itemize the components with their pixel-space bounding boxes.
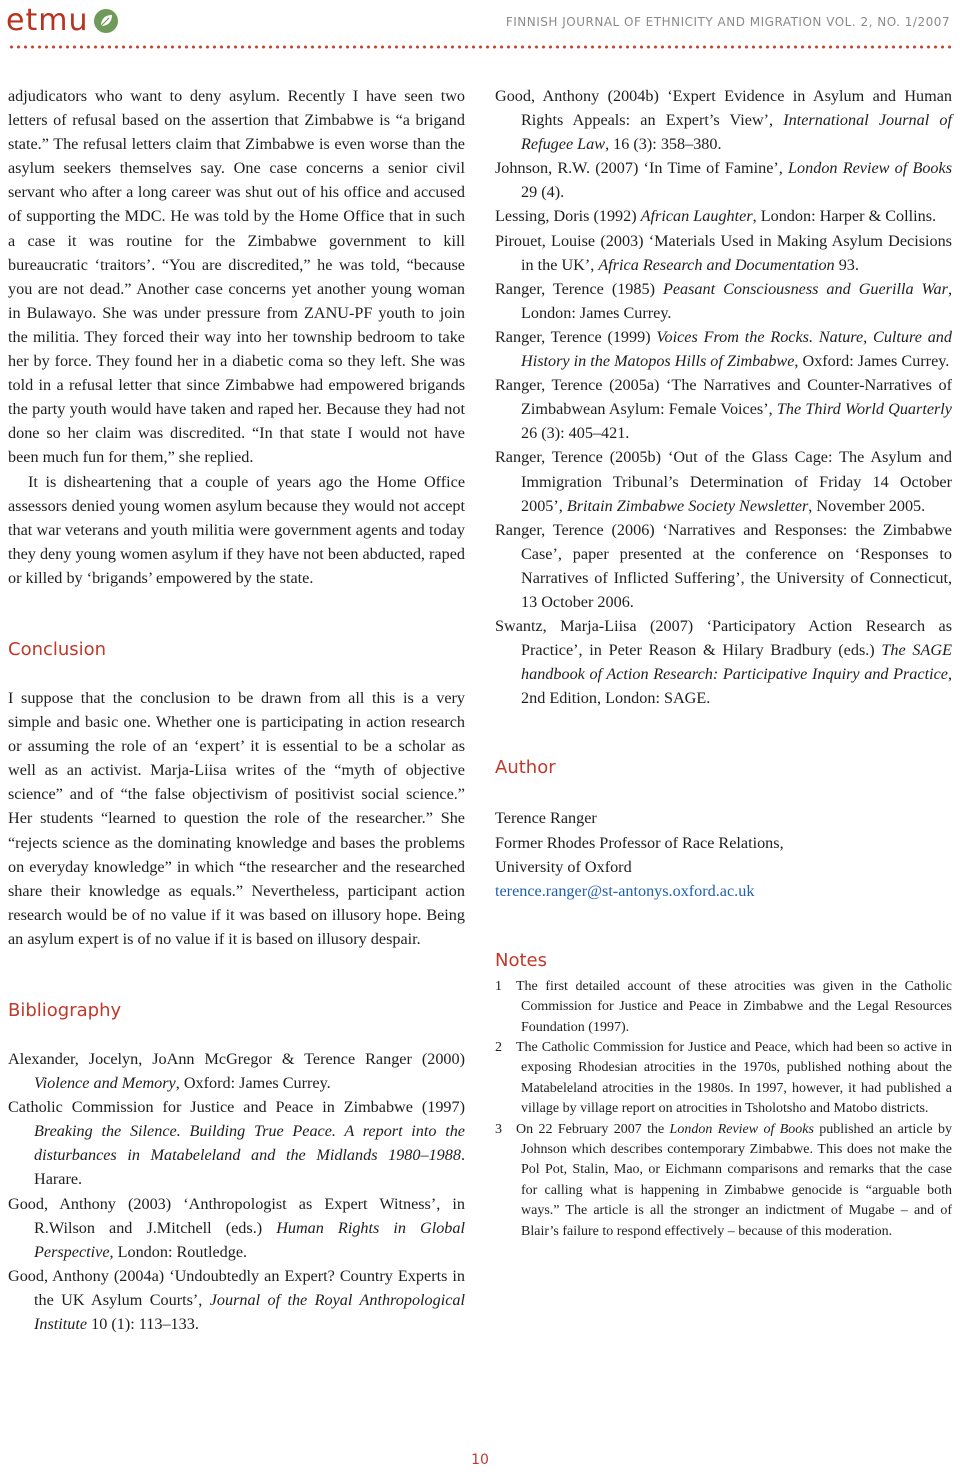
author-title: Former Rhodes Professor of Race Relations,	[495, 833, 784, 852]
bib-entry: Alexander, Jocelyn, JoAnn McGregor & Terence Ranger (2000) Violence and Memory, Oxford: James Currey.	[8, 1050, 465, 1093]
notes-list	[495, 977, 952, 1242]
bib-entry: Ranger, Terence (1999) Voices From the Rocks. Nature, Culture and History in the Matopos Hills of Zimbabwe, Oxford: James Currey.	[495, 327, 952, 371]
conclusion-paragraph: I suppose that the conclusion to be drawn from all this is a very simple and basic one. Whether one is participating in action research or assuming the role of an ‘expert’ it is essential to be a scholar as well as an activist. Marja-Liisa writes of the “myth of objective science” and of “the false objectivism of positivist social science.” Her students “learned to question the role of the researcher.” She “rejects science as the dominating knowledge and bases the problems on everyday knowledge” in which “the researcher and the researched share their knowledge as equals.” Nevertheless, participant action research would be of no value if it was based on illusory hope. Being an asylum expert is of no value if it is based on illusory despair.	[8, 688, 465, 948]
bib-entry: Johnson, R.W. (2007) ‘In Time of Famine’, London Review of Books 29 (4).	[495, 159, 952, 202]
body-paragraph: It is disheartening that a couple of years ago the Home Office assessors denied young women asylum because they would not accept that war veterans and youth militia were government agents and today they deny young women asylum if they have not been abducted, raped or killed by ‘brigands’ empowered by the state.	[8, 472, 465, 587]
conclusion-heading: Conclusion	[8, 638, 107, 660]
bib-entry: Pirouet, Louise (2003) ‘Materials Used in Making Asylum Decisions in the UK’, Africa Research and Documentation 93.	[495, 231, 952, 274]
page-number: 10	[471, 1452, 489, 1468]
author-info	[495, 806, 952, 902]
bib-entry: Good, Anthony (2004b) ‘Expert Evidence in Asylum and Human Rights Appeals: an Expert’s View’, International Journal of Refugee Law, 16 (3): 358–380.	[495, 87, 952, 154]
dotted-rule	[8, 45, 952, 49]
right-column	[495, 84, 952, 1242]
note-item: 3 On 22 February 2007 the London Review of Books published an article by Johnson which describes contemporary Zimbabwe. This does not make the Pol Pot, Stalin, Mao, or Eichmann comparisons and remarks that the case for calling what is happening in Zimbabwe genocide is “arguable both ways.” The article is all the stronger an indictment of Mugabe – and of Blair’s failure to respond effectively – because of this moderation.	[495, 1121, 952, 1239]
author-heading: Author	[495, 757, 556, 779]
bibliography-heading: Bibliography	[8, 1000, 122, 1021]
leaf-icon	[92, 7, 120, 35]
bib-entry: Ranger, Terence (2005a) ‘The Narratives and Counter-Narratives of Zimbabwean Asylum: Female Voices’, The Third World Quarterly 26 (3): 405–421.	[495, 376, 952, 443]
bib-entry: Good, Anthony (2003) ‘Anthropologist as Expert Witness’, in R.Wilson and J.Mitchell (eds.) Human Rights in Global Perspective, London: Routledge.	[8, 1194, 465, 1261]
notes-heading: Notes	[495, 949, 547, 971]
author-name: Terence Ranger	[495, 809, 597, 828]
logo-text: etmu	[6, 3, 89, 38]
left-column	[8, 84, 465, 1336]
journal-logo	[6, 2, 120, 40]
page-header	[0, 0, 960, 60]
bib-entry: Swantz, Marja-Liisa (2007) ‘Participatory Action Research as Practice’, in Peter Reason & Hilary Bradbury (eds.) The SAGE handbook of Action Research: Participative Inquiry and Practice, 2nd Edition, London: SAGE.	[495, 617, 952, 708]
author-email-link[interactable]: terence.ranger@st-antonys.oxford.ac.uk	[495, 881, 755, 900]
bib-entry: Lessing, Doris (1992) African Laughter, London: Harper & Collins.	[495, 207, 937, 226]
journal-title: FINNISH JOURNAL OF ETHNICITY AND MIGRATION VOL. 2, NO. 1/2007	[505, 15, 950, 29]
bib-entry: Ranger, Terence (2005b) ‘Out of the Glass Cage: The Asylum and Immigration Tribunal’s Determination of Friday 14 October 2005’, Britain Zimbabwe Society Newsletter, November 2005.	[495, 448, 952, 515]
bib-entry: Good, Anthony (2004a) ‘Undoubtedly an Expert? Country Experts in the UK Asylum Courts’, Journal of the Royal Anthropological Institute 10 (1): 113–133.	[8, 1266, 465, 1334]
body-paragraph: adjudicators who want to deny asylum. Recently I have seen two letters of refusal based on the assertion that Zimbabwe is “a brigand state.” The refusal letters claim that Zimbabwe is even worse than the asylum seekers themselves say. One case concerns a senior civil servant who after a long career was shut out of his office and accused of supporting the MDC. He was told by the Home Office that in such a case it was routine for the Zimbabwe government to kill bureaucratic ‘traitors’. “You are discredited,” he was told, “because you are not dead.” Another case concerns yet another young woman in Bulawayo. She was under pressure from ZANU-PF youth to join the militia. They forced their way into her township bedroom to take her by force. They found her in a diabetic coma so they left. She was told in a refusal letter that since Zimbabwe had empowered brigands the party youth would have taken and raped her. Because they had not done so her claim was discredited. “In that state I would not have been much fun for them,” she replied.	[8, 87, 465, 467]
bib-entry: Catholic Commission for Justice and Peace in Zimbabwe (1997) Breaking the Silence. Building True Peace. A report into the disturbances in Matabeleland and the Midlands 1980–1988. Harare.	[8, 1098, 465, 1189]
bib-entry: Ranger, Terence (1985) Peasant Consciousness and Guerilla War, London: James Currey.	[495, 279, 952, 322]
note-item: 2 The Catholic Commission for Justice and Peace, which had been so active in exposing Rhodesian atrocities in the 1970s, published nothing about the Matabeleland atrocities in the 1980s. In 1997, however, it had published a village by village report on atrocities in Tsholotsho and Matobo districts.	[495, 1040, 952, 1117]
note-item: 1 The first detailed account of these atrocities was given in the Catholic Commission for Justice and Peace in Zimbabwe and the Legal Resources Foundation (1997).	[495, 978, 952, 1035]
bib-entry: Ranger, Terence (2006) ‘Narratives and Responses: the Zimbabwe Case’, paper presented at the conference on ‘Responses to Narratives of Inflicted Suffering’, the University of Connecticut, 13 October 2006.	[495, 520, 952, 611]
author-university: University of Oxford	[495, 857, 632, 876]
